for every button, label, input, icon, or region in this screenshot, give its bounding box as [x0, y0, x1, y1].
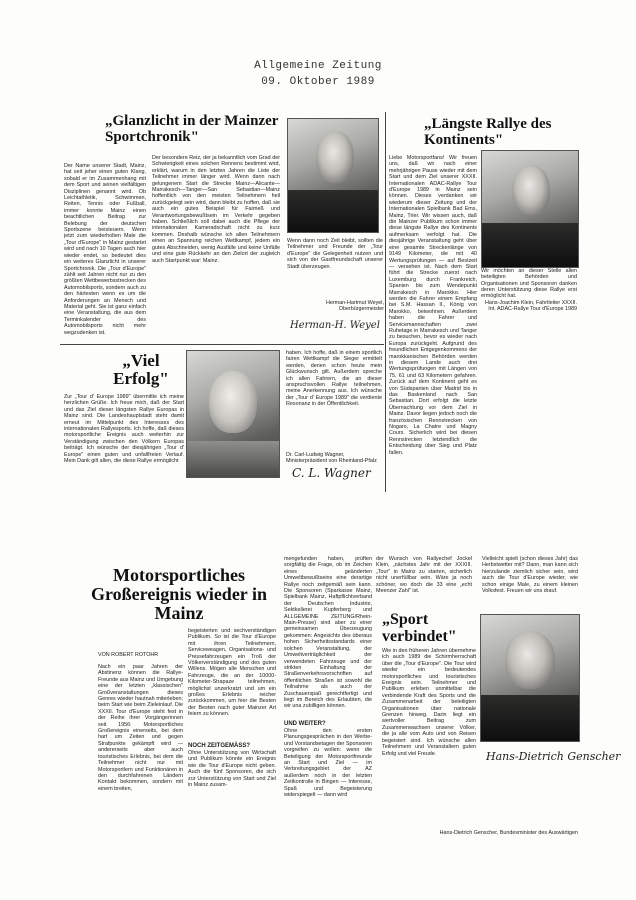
grossereignis-col3: mengefunden haben, prüften sorgfältig die Frage, ob im Zeichen eines geänderten Umweltbewußtseins eine derartige Rallye noch zeitgemäß sein kann. Die Sponsoren (Sparkasse Mainz, Spielbank Mainz, Haftpflichtverband der Deutschen Industrie, Sektkellerei Kupferberg und ALLGEMEINE ZEITUNG/Rhein-Main-Presse) sind aber zu einer gemeinsamen Überzeugung gekommen: Angesichts des überaus hohen Sicherheitsstandards einer solchen Veranstaltung, der Umweltverträglichkeit der verwendeten Fahrzeuge und der strikten Einhaltung der Straßenverkehrsvorschriften auf öffentlichen Straßen ist sowohl die Teilnahme als auch der Zuschauerspaß gerechtfertigt und liegt im Bereich des Erlaubten, die wir una zubilligen können. [284, 556, 372, 710]
wagner-photo [186, 350, 280, 478]
glanzlicht-author: Herman-Hartmut Weyel, Oberbürgermeister [325, 300, 384, 313]
grossereignis-subhead-weiter: UND WEITER? [284, 721, 326, 727]
grossereignis-col3b: Ohne den ersten Planungsgesprächen in den Werbe- und Vorstandsetagen der Sponsoren vorgreifen zu wollen: wenn die Beteiligung der Motorsportfreunde an Start und Ziel — im Verbreitungsgebiet der AZ außerdem noch in der letzten Zeitkontrolle in Bingen — Interesse, Spaß und Begeisterung widerspiegelt — dann wird [284, 728, 372, 799]
grossereignis-subhead-zeitgemaess: NOCH ZEITGEMÄSS? [188, 743, 251, 749]
grossereignis-col1: Nach ein paar Jahren der Abstinenz können die Rallye-Freunde aus Mainz und Umgebung eine der letzten „klassischen" Großveranstaltungen dieses Genres wieder hautnah miterleben; beim Start wie beim Zieleinlauf. Die XXXII. Tour d'Europe steht fest in der Reihe ihrer Vorgängerinnen seit 1956: Motorsportliches Großereignis einerseits, bei dem hart um Zeiten und gegen Strafpunkte gekämpft wird — andererseits aber auch touristisches Erlebnis, bei dem die Teilnehmer nicht nur mit Motorsportlern und Funktionären in den durchfahrenen Ländern Kontakt bekommen, sondern mit einem breiten, [98, 664, 183, 792]
klein-photo [481, 150, 579, 268]
weyel-photo [287, 118, 379, 233]
glanzlicht-col1: Der Name unserer Stadt, Mainz, hat seit jeher einen guten Klang, sobald er im Zusammenhang mit dem Sport und seinen vielfältigen Disziplinen genannt wird. Ob Leichtathletik, Schwimmen, Reiten, Tennis oder Fußball, immer konnte Mainz einen beachtlichen Beitrag zur Belebung der deutschen Sportszene beisteuern. Wenn jetzt zum wiederholten Male die „Tour d'Europe" in Mainz gestartet wird und nach 10 Tagen auch hier wieder endet, so bedeutet dies ein weiteres Glanzlicht in unserer Sportchronik. Die „Tour d'Europe" zählt seit Jahren nicht nur zu den größten Wettbewerbsstrecken des Automobilsports, sondern auch zu den härtesten wenn es um die Anforderungen an Mensch und Material geht. Sie ist ganz einfach eine Veranstaltung, die aus dem Terminkalender des Automobilsports nicht mehr wegzudenken ist. [64, 163, 146, 336]
genscher-photo [480, 614, 580, 742]
rallye-text: Liebe Motorsportfans! Wir freuen uns, daß wir nach einer mehrjährigen Pause wieder mit dem Start und dem Ziel unserer XXXII. Internationalen ADAC-Rallye Tour d'Europe 1989 in Mainz sein können. Dieses verdanken wir wiederum dieser Zeitung und der Internationalen Spielbank Bad Ems, Mainz, Trier. Wir wissen auch, daß die Mainzer Publikum schon immer diese längste Rallye des Kontinents aufmerksam verfolgt hat. Die diesjährige Veranstaltung geht über eine gesamte Streckenlänge von 9149 Kilometer, die mit 40 Wertungsprüfungen — auf Bestzeit — versehen ist. Nach dem Start führt die Strecke zuerst nach Luxemburg durch Frankreich, Spanien bis zum Wendepunkt Marrakesch in Marokko. Hier werden die Fahrer einem Empfang bei S.M. Hassan II., König von Marokko, beiwohnen. Außerdem haben die Fahrer und Servicemannschaften zwei Ruhetage in Marrakesch und Tanger zu besuchen, bevor es wieder nach Europa zurückgeht. Aufgrund des freundlichen Entgegenkommens der marokkanischen Behörden werden in diesem Lande auch drei Wertungsprüfungen mit Längen von 75, 61 und 63 Kilometern gefahren. Zurück auf dem Kontinent geht es von Südspanien über Madrid bis in das Baskenland nach San Sebastian. Dort erfolgt die letzte Übernachtung vor dem Ziel in Mainz. Davor liegen jedoch noch die französischen Rennstrecken von Nogaro, La Chatre und Magny Cours. Sicherlich wird bei diesen Rennstrecken letztendlich die Entscheidung über Sieg und Platz fallen. [389, 155, 477, 456]
sport-headline: „Sport verbindet" [382, 611, 457, 645]
publication-name: Allgemeine Zeitung [254, 60, 382, 72]
glanzlicht-col3: Wenn dann noch Zeit bleibt, sollten die Teilnehmer und Freunde der „Tour d'Europe" die Gelegenheit nutzen und sich von der Gastfreundschaft unserer Stadt überzeugen. [287, 238, 383, 270]
divider [385, 112, 386, 492]
erfolg-author: Dr. Carl-Ludwig Wagner, Ministerpräsident von Rheinland-Pfalz [286, 452, 377, 465]
grossereignis-col2: begeisterten und sechverständigen Publikum. So ist die Tour d'Europe mit ihren Teilnehmern, Serviceweagen, Organisations- und Pressefahrzeugen ein Troß der Völkerverständigung und des guten Willens. Mögen alle Menschen und Fahrzeuge, die an der 10000-Kilometer-Strapaze teilnehmen, möglichst unzerkratzt und um ein großes Erlebnis reicher zurückkommen, um hier die Besten der Besten nach guter Mainzer Art feiern zu können. [188, 628, 276, 718]
grossereignis-headline: Motorsportliches Großereignis wieder in Mainz [90, 565, 267, 623]
genscher-signature: Hans-Dietrich Genscher [486, 750, 621, 763]
weyel-signature: Herman-H. Weyel [290, 320, 380, 331]
erfolg-text2: haben. Ich hoffe, daß in einem sportlich fairen Wettkampf die Sieger ermittelt werden, denen schon heute mein Glückwunsch gilt. Außerdem spreche ich allen Fahrern, die an dieser anspruchsvollen Rallye teilnehmen, meine Anerkennung aus. Ich wünsche der „Tour d' Europe 1989" die verdiente Resonanz in der Öffentlichkeit. [286, 350, 382, 408]
glanzlicht-col2: Der besondere Reiz, der ja bekanntlich vom Grad der Schwierigkeit eines solchen Rennens bestimmt wird, erklärt, warum in den letzten Jahren die Liste der Teilnehmer immer länger wird. Wenn dann nach gelungenem Start die Strecke Mainz—Alicante—Marrakesch—Tanger—San Sebastian—Mainz hoffentlich von den meisten Teilnehmern heil zurückgelegt sein wird, dann bleibt zu hoffen, daß sie auch ein gutes Beispiel für Fairneß und Verantwortungsbewußtsein im Verkehr gegeben haben. Schließlich soll dabei auch die Pflege der internationalen Kameradschaft nicht zu kurz kommen. Deshalb wünsche ich allen Teilnehmern einen an Spannung reichen Wettkampf, jedem ein gutes Abschneiden, wenig Ausfälle und keine Unfälle und eine gute Rückkehr an den Zielort der zugleich auch Startpunkt war: Mainz. [152, 155, 280, 264]
grossereignis-col4: der Wunsch von Rallyechef Jockel Klein, „nächstes Jahr mit der XXXIII. „Tour" in Mainz zu starten, sicherlich nicht unerfüllbar sein. Wäre ja noch schöner, wo doch die 33 eine „echt Meenzer Zahl" ist. [376, 556, 472, 595]
rallye-author: Hans-Joachim Klein, Fahrtleiter XXXII. Int. ADAC-Rallye Tour d'Europe 1989 [485, 300, 577, 313]
erfolg-text: Zur „Tour d' Europe 1989" übermittle ich meine herzlichen Grüße. Ich freue mich, daß der Start und das Ziel dieser längsten Rallye Europas in Mainz sind. Die Landeshauptstadt steht damit erneut im Mittelpunkt des Interesses des internationalen Rallyesports. Ich hoffe, daß dieses motorsportliche Ereignis auch weiterhin zur Verständigung zwischen den Völkern Europas beiträgt. Ich wünsche der diesjährigen „Tour d' Europe" einen guten und unfallfreien Verlauf. Mein Dank gilt allen, die diese Rallye ermöglicht [64, 394, 184, 465]
rallye-caption: Wir möchten an dieser Stelle allen beteiligten Behörden und Organisationen und Sponsoren danken deren Unterstützung diese Rallye erst ermöglicht hat. [481, 268, 577, 300]
wagner-signature: C. L. Wagner [292, 466, 371, 480]
sport-intro: Vielleicht spielt (schon dieses Jahr) das Herbstwetter mit? Dann, man kann sich hierzulande ziemlich sicher sein, wird auch die Tour d'Europe wieder, wie schon einige Male, zu einem kleinen Volksfest. Freuen wir uns drauf. [482, 556, 578, 595]
erfolg-headline: „Viel Erfolg" [113, 351, 169, 388]
grossereignis-col2b: Ohne Unterstützung von Wirtschaft und Publikum könnte ein Ereignis wie die Tour d'Europe nicht geben. Auch die fünf Sponsoren, die sich zur Unterstützung von Start und Ziel in Mainz zusam- [188, 750, 276, 789]
rallye-headline: „Längste Rallye des Kontinents" [424, 116, 552, 148]
publication-date: 09. Oktober 1989 [261, 76, 375, 88]
sport-text: Wie in den früheren Jahren übernehme ich auch 1989 die Schirmherrschaft über die „Tour d'Europe". Die Tour wird wieder ein bedeutendes motorsportliches und touristisches Ereignis sein. Teilnehmer und Publikum erleben unmittelbar die verbindende Kraft des Sports und die Zusammenarbeit der beteiligten Organisationen über nationale Grenzen hinweg. Darin liegt ein wertvoller Beitrag zum Zusammenwachsen unserer Völker, die ja alle vom Auto und von Reisen begeistert sind. Ich wünsche allen Teilnehmern und Veranstaltern guten Erfolg und viel Freude. [382, 648, 476, 757]
divider [60, 344, 384, 345]
glanzlicht-headline: „Glanzlicht in der Mainzer Sportchronik" [105, 113, 279, 145]
grossereignis-byline: VON ROBERT ROTOHR [98, 652, 159, 658]
sport-author: Hans-Dietrich Genscher, Bundesminister des Auswärtigen [439, 830, 578, 836]
